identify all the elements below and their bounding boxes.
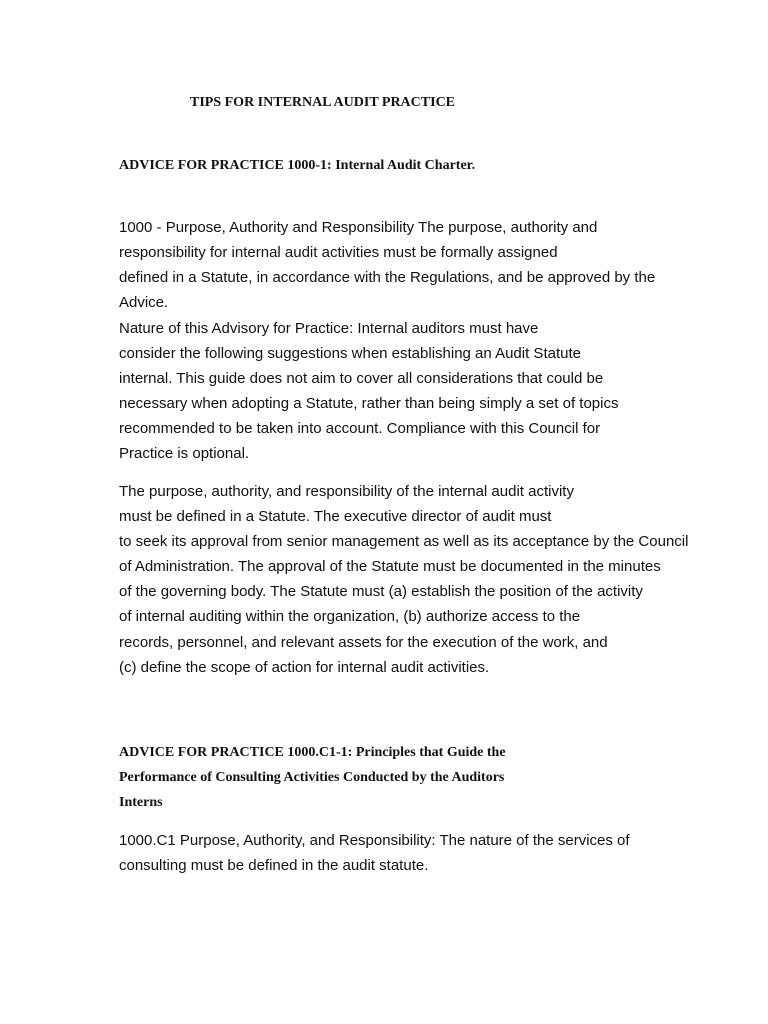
paragraph-line: of the governing body. The Statute must (a) establish the position of the activity [119, 583, 643, 600]
heading-line: Interns [119, 795, 163, 810]
paragraph-line: 1000 - Purpose, Authority and Responsibility The purpose, authority and [119, 219, 598, 236]
paragraph-line: must be defined in a Statute. The executive director of audit must [119, 508, 552, 525]
paragraph-line: The purpose, authority, and responsibility of the internal audit activity [119, 483, 574, 500]
paragraph-line: responsibility for internal audit activities must be formally assigned [119, 244, 558, 261]
paragraph-line: (c) define the scope of action for internal audit activities. [119, 659, 490, 676]
paragraph-line: recommended to be taken into account. Compliance with this Council for [119, 420, 601, 437]
paragraph-line: consulting must be defined in the audit statute. [119, 857, 429, 874]
paragraph-line: Practice is optional. [119, 445, 250, 462]
paragraph-line: necessary when adopting a Statute, rather than being simply a set of topics [119, 395, 619, 412]
paragraph-line: defined in a Statute, in accordance with the Regulations, and be approved by the [119, 269, 656, 286]
paragraph-line: 1000.C1 Purpose, Authority, and Responsibility: The nature of the services of [119, 832, 630, 849]
paragraph-line: to seek its approval from senior management as well as its acceptance by the Council [119, 533, 689, 550]
paragraph-line: records, personnel, and relevant assets for the execution of the work, and [119, 634, 608, 651]
section-heading-1: ADVICE FOR PRACTICE 1000-1: Internal Audit Charter. [119, 158, 476, 173]
paragraph-line: Nature of this Advisory for Practice: Internal auditors must have [119, 320, 539, 337]
paragraph-line: consider the following suggestions when establishing an Audit Statute [119, 345, 581, 362]
paragraph-line: Advice. [119, 294, 169, 311]
paragraph-line: internal. This guide does not aim to cover all considerations that could be [119, 370, 604, 387]
document-title: TIPS FOR INTERNAL AUDIT PRACTICE [190, 95, 456, 110]
heading-line: Performance of Consulting Activities Conducted by the Auditors [119, 770, 505, 785]
paragraph-line: of internal auditing within the organization, (b) authorize access to the [119, 608, 581, 625]
heading-line: ADVICE FOR PRACTICE 1000.C1-1: Principles that Guide the [119, 745, 506, 760]
paragraph-line: of Administration. The approval of the Statute must be documented in the minutes [119, 558, 661, 575]
